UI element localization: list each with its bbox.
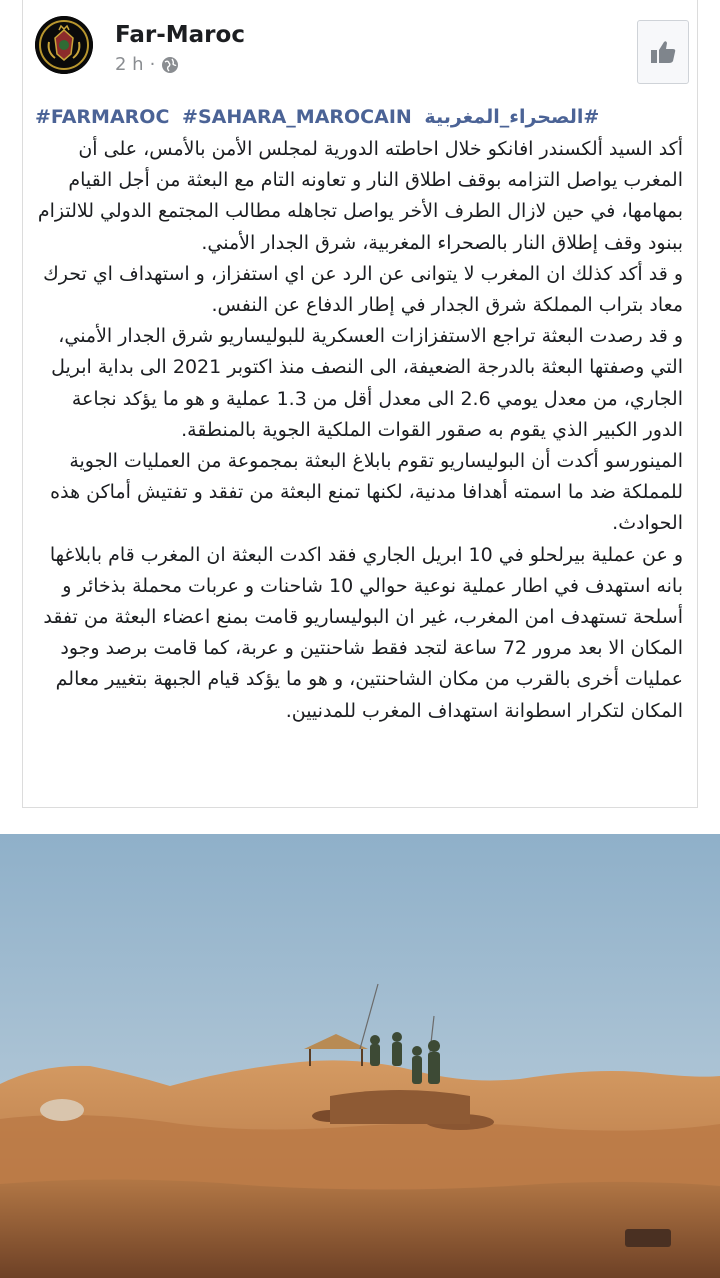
post-meta [115, 54, 179, 75]
hashtag-sahara-marocain[interactable]: #SAHARA_MAROCAIN [182, 106, 412, 128]
hashtag-arabic-sahara[interactable]: #الصحراء_المغربية [424, 106, 600, 128]
post-card [22, 0, 698, 808]
avatar[interactable] [35, 16, 93, 74]
like-page-button[interactable] [637, 20, 689, 84]
page-name[interactable]: Far-Maroc [115, 22, 245, 48]
post-photo[interactable] [0, 834, 720, 1278]
globe-icon [161, 56, 179, 74]
post-body [37, 134, 683, 727]
post-paragraph: و عن عملية بيرلحلو في 10 ابريل الجاري فقد اكدت البعثة ان المغرب قام بابلاغها بانه استهدف في اطار عملية نوعية حوالي 10 شاحنات و عربات محملة بذخائر و أسلحة تستهدف امن المغرب، غير ان البوليساريو قامت بمنع اعضاء البعثة من تفقد المكان الا بعد مرور 72 ساعة لتجد فقط شاحنتين و عربة، كما قامت برصد وجود عمليات أخرى بالقرب من مكان الشاحنتين، و هو ما يؤكد قيام الجبهة بتغيير معالم المكان لتكرار اسطوانة استهداف المغرب للمدنيين. [43, 543, 683, 722]
hashtags [35, 106, 683, 128]
post-time[interactable]: 2 h [115, 54, 144, 75]
post-paragraph: أكد السيد ألكسندر افانكو خلال احاطته الدورية لمجلس الأمن بالأمس، على أن المغرب يواصل التزامه بوقف اطلاق النار و تعاونه التام مع البعثة من أجل القيام بمهامها، في حين لازال الطرف الأخر يواصل تجاهله مطالب المجتمع الدولي للالتزام ببنود وقف إطلاق النار بالصحراء المغربية، شرق الجدار الأمني. [37, 138, 683, 254]
thumbs-up-icon [648, 37, 678, 67]
meta-separator: · [149, 54, 156, 75]
hashtag-farmaroc[interactable]: #FARMAROC [35, 106, 170, 128]
post-paragraph: المينورسو أكدت أن البوليساريو تقوم بابلاغ البعثة بمجموعة من العمليات الجوية للمملكة ضد ما اسمته أهدافا مدنية، لكنها تمنع البعثة من تفقد و تفتيش أماكن هذه الحوادث. [50, 450, 683, 535]
post-paragraph: و قد أكد كذلك ان المغرب لا يتوانى عن الرد عن اي استفزاز، و استهداف اي تحرك معاد بتراب المملكة شرق الجدار في إطار الدفاع عن النفس. [43, 262, 683, 317]
desert-scene-image [0, 834, 720, 1278]
royal-emblem-icon [35, 16, 93, 74]
post-paragraph: و قد رصدت البعثة تراجع الاستفزازات العسكرية للبوليساريو شرق الجدار الأمني، التي وصفتها البعثة بالدرجة الضعيفة، الى النصف منذ اكتوبر 2021 الى بداية ابريل الجاري، من معدل يومي 2.6 الى معدل أقل من 1.3 عملية و هو ما يؤكد نجاعة الدور الكبير الذي يقوم به صقور القوات الملكية الجوية بالمنطقة. [51, 325, 683, 441]
